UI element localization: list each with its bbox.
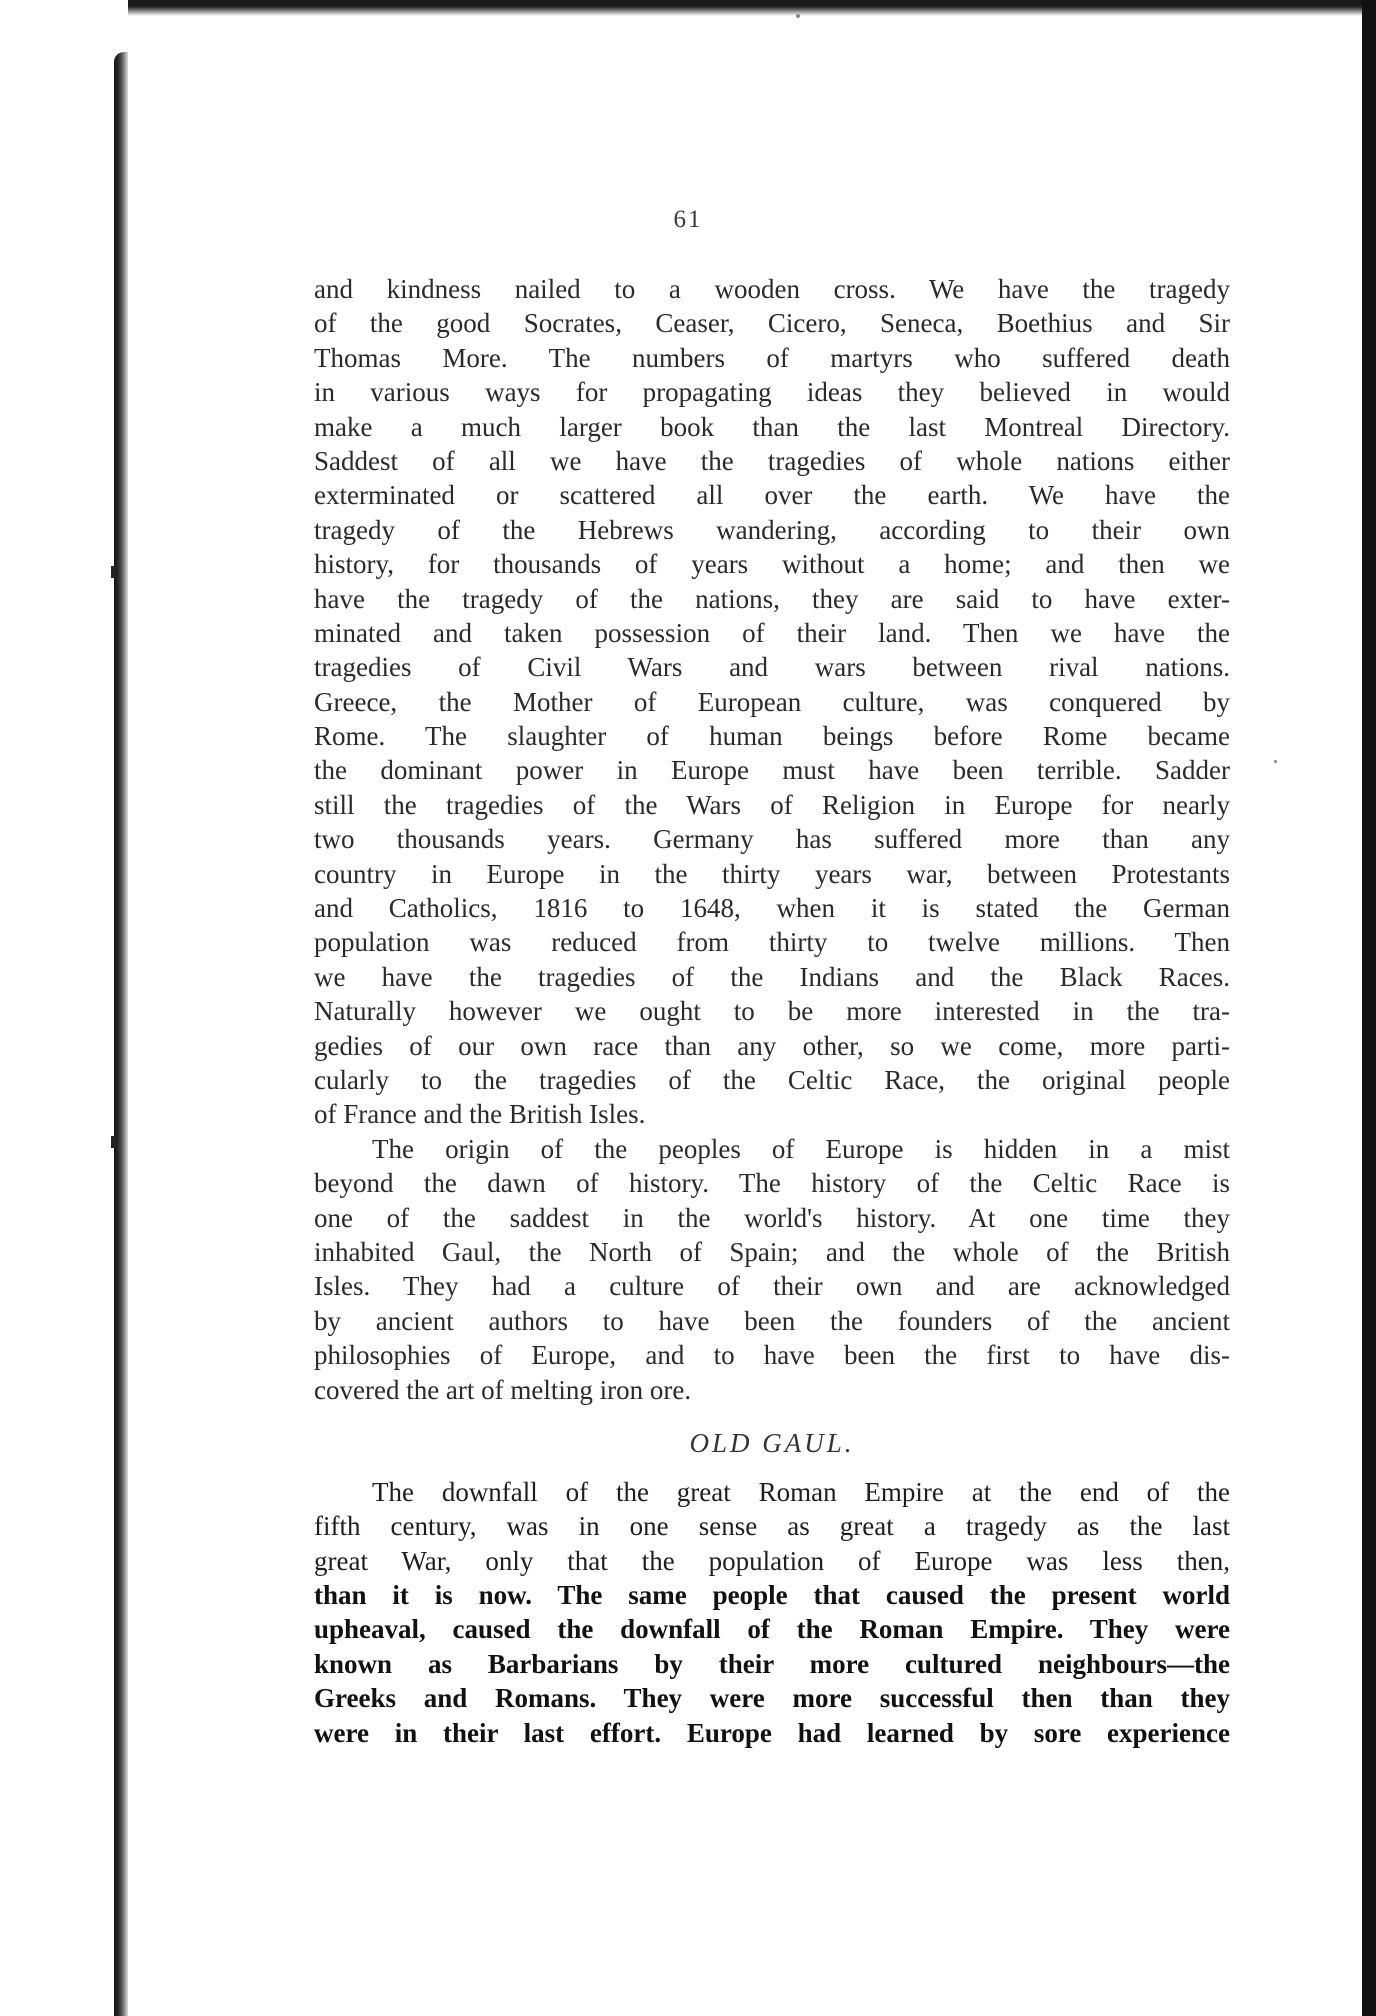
text-line: The origin of the peoples of Europe is hidden in a mist: [372, 1133, 1230, 1164]
text-line: and Catholics, 1816 to 1648, when it is stated the German: [314, 893, 1230, 924]
text-line: Rome. The slaughter of human beings before Rome became: [314, 721, 1230, 752]
binding-mark: [111, 1136, 117, 1148]
text-line: The downfall of the great Roman Empire at the end of the: [372, 1476, 1230, 1507]
text-line: Naturally however we ought to be more interested in the tra-: [314, 996, 1230, 1027]
paragraph-celtic-origin: [314, 1132, 1230, 1407]
text-line: Isles. They had a culture of their own and are acknowledged: [314, 1271, 1230, 1302]
text-line: in various ways for propagating ideas they believed in would: [314, 377, 1230, 408]
text-line: the dominant power in Europe must have been terrible. Sadder: [314, 755, 1230, 786]
facing-page-margin: [0, 0, 110, 2016]
text-line: than it is now. The same people that caused the present world: [314, 1580, 1230, 1611]
scan-speck: [1274, 760, 1277, 763]
scan-speck: [796, 14, 800, 18]
text-line: Greece, the Mother of European culture, was conquered by: [314, 686, 1230, 717]
text-line: were in their last effort. Europe had learned by sore experience: [314, 1717, 1230, 1748]
paragraph-old-gaul: [314, 1475, 1230, 1750]
text-line: of the good Socrates, Ceaser, Cicero, Seneca, Boethius and Sir: [314, 308, 1230, 339]
text-line: make a much larger book than the last Montreal Directory.: [314, 411, 1230, 442]
text-line: history, for thousands of years without a home; and then we: [314, 549, 1230, 580]
section-heading: OLD GAUL.: [689, 1427, 855, 1458]
book-binding-edge: [114, 52, 128, 2016]
text-line: covered the art of melting iron ore.: [314, 1374, 692, 1405]
binding-mark: [111, 566, 117, 578]
text-line: beyond the dawn of history. The history of the Celtic Race is: [314, 1168, 1230, 1199]
text-line: Thomas More. The numbers of martyrs who suffered death: [314, 342, 1230, 373]
text-line: philosophies of Europe, and to have been the first to have dis-: [314, 1340, 1230, 1371]
text-line: minated and taken possession of their land. Then we have the: [314, 617, 1230, 648]
text-line: tragedies of Civil Wars and wars between rival nations.: [314, 652, 1230, 683]
text-line: Greeks and Romans. They were more successful then than they: [314, 1683, 1230, 1714]
text-line: tragedy of the Hebrews wandering, according to their own: [314, 514, 1230, 545]
text-line: inhabited Gaul, the North of Spain; and the whole of the British: [314, 1236, 1230, 1267]
text-line: fifth century, was in one sense as great a tragedy as the last: [314, 1511, 1230, 1542]
text-line: one of the saddest in the world's history. At one time they: [314, 1202, 1230, 1233]
text-line: two thousands years. Germany has suffered more than any: [314, 824, 1230, 855]
text-line: exterminated or scattered all over the earth. We have the: [314, 480, 1230, 511]
text-line: population was reduced from thirty to twelve millions. Then: [314, 927, 1230, 958]
text-line: of France and the British Isles.: [314, 1099, 646, 1130]
text-line: by ancient authors to have been the founders of the ancient: [314, 1305, 1230, 1336]
scan-right-edge: [1362, 0, 1376, 2016]
text-line: upheaval, caused the downfall of the Roman Empire. They were: [314, 1614, 1230, 1645]
paragraph-tragedies: [314, 272, 1230, 1132]
text-line: have the tragedy of the nations, they are said to have exter-: [314, 583, 1230, 614]
text-line: we have the tragedies of the Indians and the Black Races.: [314, 961, 1230, 992]
text-line: still the tragedies of the Wars of Religion in Europe for nearly: [314, 789, 1230, 820]
page-body: [314, 272, 1230, 1750]
text-line: and kindness nailed to a wooden cross. We have the tragedy: [314, 274, 1230, 304]
page-number: 61: [673, 206, 703, 233]
text-line: cularly to the tragedies of the Celtic Race, the original people: [314, 1064, 1230, 1095]
text-line: country in Europe in the thirty years war, between Protestants: [314, 858, 1230, 889]
scan-top-edge: [128, 0, 1376, 16]
text-line: known as Barbarians by their more cultured neighbours—the: [314, 1648, 1230, 1679]
text-line: great War, only that the population of Europe was less then,: [314, 1545, 1230, 1576]
text-line: gedies of our own race than any other, so we come, more parti-: [314, 1030, 1230, 1061]
text-line: Saddest of all we have the tragedies of whole nations either: [314, 445, 1230, 476]
